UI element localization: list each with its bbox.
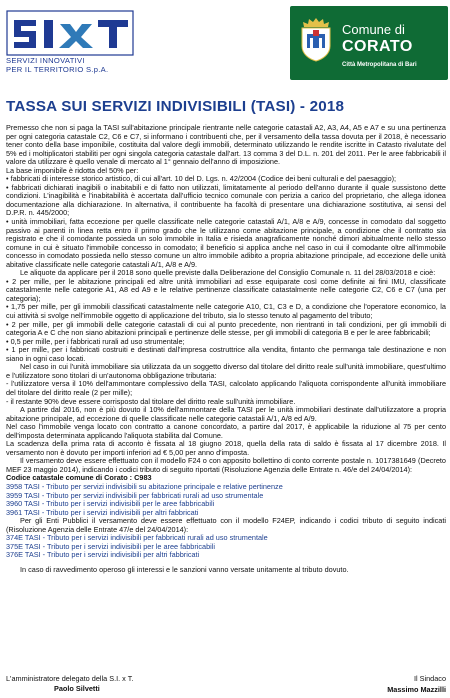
notice-body [6,124,446,574]
code-376E: 376E TASI - Tributo per i servizi indivisibili per altri fabbricati [6,550,200,560]
right-signatory-name: Massimo Mazzilli [387,685,446,694]
right-signatory-role: Il Sindaco [413,674,446,683]
sixt-logo [6,10,134,56]
left-signatory-role: L'amministratore delegato della S.I. x T. [6,674,134,683]
code-3961: 3961 TASI - Tributo per i servizi indivisibili per altri fabbricati [6,507,199,517]
page-title: TASSA SUI SERVIZI INDIVISIBILI (TASI) - 2018 [6,98,345,115]
rate-item-175-permille: • 1,75 per mille, per gli immobili classificati catastalmente nelle categorie A10, C1, C3 e D, a condizione che l'operatore economico, la cui attività si svolge nell'immobile oggetto di applicazione del tributo, sia lo stesso tenuto al pagamento del tributo; [6,302,446,321]
intro-paragraph: Premesso che non si paga la TASI sull'abitazione principale rientrante nelle categorie catastali A2, A3, A4, A5 e A7 e su una pertinenza per ogni categoria catastale C2, C6 e C7, si informano i contribuenti che, per il versamento della tassa dovuta per il 2018, è necessario tener conto della base imponibile, costituita dal valore degli immobili, determinato utilizzando le rendite iscritte in Catasto rivalutate del 5% ed i moltiplicatori stabiliti per ogni singola categoria catastale dall'art. 13 comma 3 del D.L. n. 201 del 2011. Per le aree fabbricabili il valore da utilizzare è quello venale di mercato al 1° gennaio dell'anno di imposizione. [6,123,446,167]
code-3959: 3959 TASI - Tributo per servizi indivisibili per fabbricati rurali ad uso strumentale [6,490,264,500]
rate-item-2-permille-other: • 2 per mille, per gli immobili delle categorie catastali di cui al punto precedente, non rientranti in tali condizioni, per gli immobili di categoria A e C che non siano abitazioni principali e pertinenze delle stesse, per gli immobili di categoria B e per le aree fabbricabili; [6,319,446,338]
codes-heading: Codice catastale comune di Corato : C983 [6,473,152,483]
signature-left [6,674,134,693]
rate-item-1-permille: • 1 per mille, per i fabbricati costruiti e destinati dall'impresa costruttrice alla vendita, fintanto che permanga tale destinazione e non siano in ogni caso locati. [6,345,446,363]
sixt-brand-line2: PER IL TERRITORIO S.p.A. [6,65,109,74]
reduction-item-historic: • fabbricati di interesse storico artistico, di cui all'art. 10 del D. Lgs. n. 42/2004 (Codice dei beni culturali e del paesaggio); [6,174,397,184]
payment-paragraph: Il versamento deve essere effettuato con il modello F24 o con apposito bollettino di conto corrente postale n. 1017381649 (Decreto MEF 23 maggio 2014), indicando i codici tributo di seguito riportati (Risoluzione Agenzia delle Entrate n. 46/e del 24/04/2014): [6,456,446,474]
left-signatory-name: Paolo Silvetti [54,684,100,693]
code-375E: 375E TASI - Tributo per i servizi indivisibili per le aree fabbricabili [6,541,215,551]
owner-share-90: - il restante 90% deve essere corrisposto dal titolare del diritto reale sull'unità immobiliare. [6,396,296,406]
signature-right [387,674,446,694]
code-3958: 3958 TASI - Tributo per servizi indivisibili su abitazione principale e relative pertinenze [6,481,283,491]
comune-corato-banner [290,6,448,80]
rate-item-05-permille: • 0,5 per mille, per i fabbricati rurali ad uso strumentale; [6,336,185,346]
comune-label: Comune di [342,22,405,37]
reduction-heading: La base imponibile è ridotta del 50% per: [6,165,139,175]
since-2016-paragraph: A partire dal 2016, non è più dovuto il 10% dell'ammontare della TASI per le unità immobiliari destinate dall'utilizzatore a propria abitazione principale, ad eccezione di quelle classificate nelle categorie catastali A/1, A/8 ed A/9. [6,405,446,423]
closing-note: In caso di ravvedimento operoso gli interessi e le sanzioni vanno versate unitamente al tributo dovuto. [20,564,349,574]
sixt-brand-text [6,56,186,74]
deadlines-paragraph: La scadenza della prima rata di acconto è fissata al 18 giugno 2018, quella della rata di saldo è fissata al 17 dicembre 2018. Il versamento non è dovuto per importi inferiori ad € 5,00 per anno d'imposta. [6,439,446,457]
code-3960: 3960 TASI - Tributo per i servizi indivisibili per le aree fabbricabili [6,499,215,509]
header [0,0,450,84]
public-entities-paragraph: Per gli Enti Pubblici il versamento deve essere effettuato con il modello F24EP, indicando i codici tributo di seguito indicati (Risoluzione Agenzia delle Entrate 47/e del 24/04/2014): [6,516,446,534]
coat-of-arms-icon [296,16,336,62]
signatures-footer [6,674,446,696]
reduction-item-uninhabitable: • fabbricati dichiarati inagibili o inabitabili e di fatto non utilizzati, limitatamente al periodo dell'anno durante il quale sussistono dette condizioni. L'inagibilità e l'inabitabilità è accertata dall'ufficio tecnico comunale con perizia a carico del proprietario, che allega idonea documentazione alla dichiarazione. In alternativa, il contribuente ha facoltà di presentare una dichiarazione sostitutiva, ai sensi del D.P.R. n. 445/2000; [6,182,446,218]
comune-name: CORATO [342,38,413,55]
user-owner-paragraph: Nel caso in cui l'unità immobiliare sia utilizzata da un soggetto diverso dal titolare del diritto reale sull'unità immobiliare, quest'ultimo e l'utilizzatore sono titolari di un'autonoma obbligazione tributaria: [6,362,446,380]
rates-heading: Le aliquote da applicare per il 2018 sono quelle previste dalla Deliberazione del Consiglio Comunale n. 11 del 28/03/2018 e cioè: [20,268,436,278]
comune-metro-area: Città Metropolitana di Bari [342,62,417,68]
concordato-paragraph: Nel caso l'immobile venga locato con contratto a canone concordato, a partire dal 2017, è applicabile la riduzione al 75 per cento dell'imposta determinata applicando l'aliquota stabilita dal Comune. [6,422,446,440]
sixt-brand-line1: SERVIZI INNOVATIVI [6,56,85,65]
reduction-item-comodato: • unità immobiliari, fatta eccezione per quelle classificate nelle categorie catastali A/1, A/8 e A/9, concesse in comodato dal soggetto passivo ai parenti in linea retta entro il primo grado che le utilizzano come abitazione principale, a condizione che il contratto sia registrato e che il comodante possieda un solo immobile in Italia e risieda anagraficamente nonché dimori abitualmente nello stesso comune in cui è situato l'immobile concesso in comodato; il beneficio si applica anche nel caso in cui il comodante oltre all'immobile concesso in comodato possieda nello stesso comune un altro immobile adibito a propria abitazione principale, ad eccezione delle unità abitative classificate nelle categorie catastali A/1, A/8 e A/9. [6,217,446,269]
code-374E: 374E TASI - Tributo per i servizi indivisibili per fabbricati rurali ad uso strumentale [6,533,268,543]
user-share-10: - l'utilizzatore versa il 10% dell'ammontare complessivo della TASI, calcolato applicando l'aliquota corrispondente all'unità immobiliare del titolare del diritto reale (2 per mille); [6,379,446,397]
rate-item-2-permille-main: • 2 per mille, per le abitazione principali ed altre unità immobiliari ad esse equiparate così come definite ai fini IMU, classificate catastalmente nelle categorie A1, A8 ed A9 e le relative pertinenze classificate catastalmente nelle categorie C2, C6 e C7 (una per categoria); [6,276,446,303]
